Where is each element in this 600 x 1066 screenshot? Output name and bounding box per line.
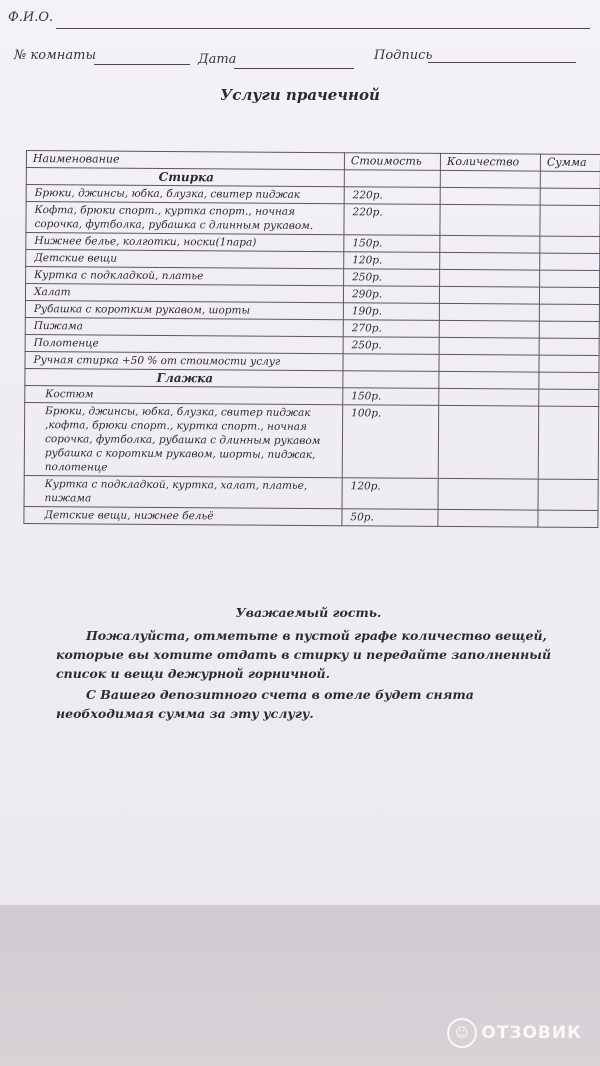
table-row	[26, 202, 600, 237]
watermark-text: ОТЗОВИК	[481, 1023, 582, 1043]
section-title-washing: Стирка	[26, 168, 344, 187]
quantity-cell[interactable]	[439, 354, 539, 372]
service-price: 150р.	[344, 235, 440, 253]
notice-paragraph-2: С Вашего депозитного счета в отеле будет снята необходимая сумма за эту услугу.	[56, 687, 474, 721]
table-row	[24, 506, 598, 527]
section-title-ironing: Глажка	[25, 368, 343, 387]
service-name: Пижама	[25, 317, 343, 336]
quantity-cell[interactable]	[439, 286, 539, 304]
service-price: 100р.	[342, 405, 439, 479]
service-name: Нижнее белье, колготки, носки(1пара)	[26, 233, 344, 252]
sum-cell	[540, 236, 600, 253]
date-field[interactable]	[234, 68, 354, 69]
service-name: Брюки, джинсы, юбка, блузка, свитер пиджак ,кофта, брюки спорт., куртка спорт., ночная сорочка, футболка, рубашка с длинным рукавом рубашка с коротким рукавом, шорты, пиджак, полотенце	[24, 402, 343, 477]
service-name: Брюки, джинсы, юбка, блузка, свитер пиджак	[26, 185, 344, 204]
sum-cell	[539, 287, 599, 304]
signature-field[interactable]	[428, 62, 576, 63]
quantity-cell[interactable]	[439, 320, 539, 338]
service-price: 190р.	[343, 303, 439, 321]
room-label: № комнаты	[14, 48, 97, 63]
sum-cell	[538, 406, 599, 479]
sum-cell	[539, 389, 599, 406]
name-label: Ф.И.О.	[8, 10, 54, 25]
service-price: 120р.	[344, 252, 440, 270]
quantity-cell[interactable]	[439, 388, 539, 406]
quantity-cell[interactable]	[440, 187, 540, 205]
service-name: Рубашка с коротким рукавом, шорты	[25, 300, 343, 319]
quantity-cell[interactable]	[440, 252, 540, 270]
service-price: 290р.	[343, 286, 439, 304]
sum-cell	[539, 304, 599, 321]
guest-notice	[56, 603, 561, 723]
service-name: Кофта, брюки спорт., куртка спорт., ночная сорочка, футболка, рубашка с длинным рукавом.	[26, 202, 344, 235]
sum-cell	[539, 321, 599, 338]
sum-cell	[540, 188, 600, 205]
sum-cell	[538, 479, 598, 510]
column-header-price: Стоимость	[344, 153, 440, 171]
notice-paragraph-1: Пожалуйста, отметьте в пустой графе количество вещей, которые вы хотите отдать в стирку и передайте заполненный список и вещи дежурной горничной.	[56, 628, 552, 681]
service-name: Куртка с подкладкой, платье	[26, 267, 344, 286]
sum-cell	[539, 355, 599, 372]
table-row	[24, 475, 598, 510]
service-name: Полотенце	[25, 334, 343, 353]
notice-greeting: Уважаемый гость.	[235, 605, 382, 620]
watermark	[447, 1018, 582, 1048]
column-header-name: Наименование	[26, 151, 344, 170]
service-price	[343, 354, 439, 372]
service-price: 250р.	[344, 269, 440, 287]
sum-cell	[540, 270, 600, 287]
quantity-cell[interactable]	[440, 235, 540, 253]
service-name: Ручная стирка +50 % от стоимости услуг	[25, 351, 343, 370]
service-price: 270р.	[343, 320, 439, 338]
sum-cell	[540, 205, 600, 236]
service-price: 220р.	[344, 204, 440, 236]
column-header-quantity: Количество	[440, 153, 540, 171]
form-title: Услуги прачечной	[220, 86, 380, 104]
service-name: Детские вещи	[26, 250, 344, 269]
date-label: Дата	[198, 52, 237, 67]
service-name: Детские вещи, нижнее бельё	[24, 506, 342, 525]
column-header-sum: Сумма	[540, 154, 600, 171]
otzovik-logo-icon: ☺	[447, 1018, 477, 1048]
quantity-cell[interactable]	[438, 405, 539, 479]
signature-label: Подпись	[374, 48, 433, 63]
quantity-cell[interactable]	[439, 337, 539, 355]
quantity-cell[interactable]	[438, 478, 538, 510]
sum-cell	[539, 338, 599, 355]
quantity-cell[interactable]	[440, 269, 540, 287]
service-price: 220р.	[344, 187, 440, 205]
service-name: Халат	[25, 284, 343, 303]
room-field[interactable]	[94, 64, 190, 65]
service-price: 50р.	[342, 509, 438, 527]
quantity-cell[interactable]	[439, 303, 539, 321]
service-price: 250р.	[343, 337, 439, 355]
sum-cell	[538, 510, 598, 527]
service-name: Куртка с подкладкой, куртка, халат, платье, пижама	[24, 475, 342, 508]
name-field[interactable]	[56, 28, 590, 29]
price-table	[23, 150, 600, 528]
table-row	[24, 402, 598, 479]
sum-cell	[540, 253, 600, 270]
quantity-cell[interactable]	[438, 509, 538, 527]
service-name: Костюм	[25, 385, 343, 404]
service-price: 120р.	[342, 478, 438, 510]
service-price: 150р.	[343, 388, 439, 406]
quantity-cell[interactable]	[440, 204, 540, 236]
